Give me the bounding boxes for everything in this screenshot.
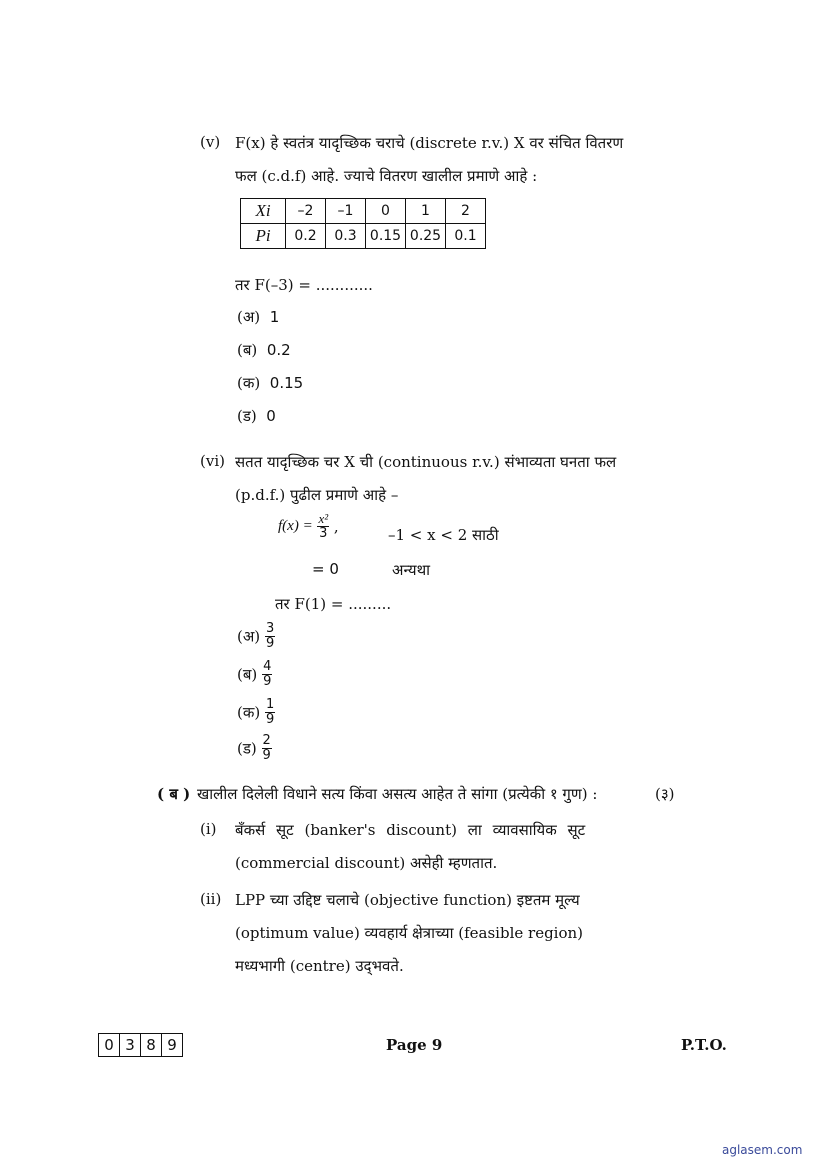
page-number: Page 9 xyxy=(386,1036,443,1054)
code-digit: 9 xyxy=(162,1034,183,1057)
fraction-denominator: 3 xyxy=(319,526,328,541)
table-cell: 1 xyxy=(406,199,446,224)
fraction-numerator: 3 xyxy=(265,621,275,636)
fraction-numerator: x² xyxy=(318,511,329,526)
option xyxy=(237,373,303,393)
statement-line: (commercial discount) असेही म्हणतात. xyxy=(235,854,498,872)
table-cell: 0.2 xyxy=(286,224,326,249)
option-value: 0.15 xyxy=(269,374,304,392)
option xyxy=(237,340,291,360)
option-label: (क) xyxy=(237,374,261,392)
option-label: (ब) xyxy=(237,665,258,684)
section-b-label: ( ब ) xyxy=(157,785,191,803)
option-fraction xyxy=(262,734,272,763)
table-cell: –1 xyxy=(326,199,366,224)
option xyxy=(237,698,275,727)
q5-text-line1: F(x) हे स्वतंत्र यादृच्छिक चराचे (discrete r.v.) X वर संचित वितरण xyxy=(235,134,624,152)
option-value: 1 xyxy=(269,308,280,326)
table-row-head: Pi xyxy=(241,224,286,249)
option-fraction xyxy=(265,698,275,727)
fraction-numerator: 1 xyxy=(266,697,275,712)
formula-zero-condition: अन्यथा xyxy=(392,561,431,579)
option-label: (अ) xyxy=(237,627,261,646)
fraction-denominator: 9 xyxy=(265,636,275,651)
paper-code-box xyxy=(98,1033,183,1057)
option-label: (ड) xyxy=(237,407,257,425)
option-fraction xyxy=(265,622,275,651)
q5-question: तर F(–3) = ............ xyxy=(235,276,373,294)
fraction-denominator: 9 xyxy=(263,674,272,689)
option xyxy=(237,307,279,327)
table-row-head: Xi xyxy=(241,199,286,224)
fraction-denominator: 9 xyxy=(266,712,275,727)
q6-question: तर F(1) = ......... xyxy=(275,595,392,613)
formula-fraction xyxy=(317,512,329,541)
option xyxy=(237,622,275,651)
table-cell: 0.25 xyxy=(406,224,446,249)
table-row xyxy=(241,199,486,224)
option-fraction xyxy=(262,660,272,689)
statement-line: मध्यभागी (centre) उद्‌भवते. xyxy=(235,957,404,975)
option xyxy=(237,406,276,426)
code-digit: 0 xyxy=(99,1034,120,1057)
table-cell: –2 xyxy=(286,199,326,224)
q5-number: (v) xyxy=(200,133,221,151)
pto-label: P.T.O. xyxy=(681,1036,727,1054)
code-digit: 3 xyxy=(120,1034,141,1057)
pdf-formula: f(x) = $\frac{\text{x²}}{3}$ , xyxy=(278,511,339,541)
section-b-instruction: खालील दिलेली विधाने सत्य किंवा असत्य आहेत ते सांगा (प्रत्येकी १ गुण) : xyxy=(197,785,598,803)
q5-text-line2: फल (c.d.f) आहे. ज्याचे वितरण खालील प्रमाणे आहे : xyxy=(235,167,538,185)
fraction-numerator: 4 xyxy=(263,659,272,674)
option-value: 0.2 xyxy=(266,341,291,359)
formula-lhs: f(x) = xyxy=(278,518,313,534)
formula-condition: –1 < x < 2 साठी xyxy=(388,526,499,544)
option xyxy=(237,734,272,763)
statement-number: (ii) xyxy=(200,890,222,908)
option-label: (अ) xyxy=(237,308,261,326)
q6-text-line1: सतत यादृच्छिक चर X ची (continuous r.v.) संभाव्यता घनता फल xyxy=(235,453,617,471)
fraction-numerator: 2 xyxy=(262,733,271,748)
q6-number: (vi) xyxy=(200,452,225,470)
statement-line: बँकर्स सूट (banker's discount) ला व्यावसायिक सूट xyxy=(235,821,586,839)
statement-line: (optimum value) व्यवहार्य क्षेत्राच्या (feasible region) xyxy=(235,924,584,942)
table-row xyxy=(241,224,486,249)
statement-number: (i) xyxy=(200,820,217,838)
q6-text-line2: (p.d.f.) पुढील प्रमाणे आहे – xyxy=(235,486,399,504)
table-cell: 2 xyxy=(446,199,486,224)
option-value: 0 xyxy=(266,407,276,425)
code-digit: 8 xyxy=(141,1034,162,1057)
table-cell: 0.15 xyxy=(366,224,406,249)
section-b-marks: (३) xyxy=(655,785,675,803)
table-cell: 0.3 xyxy=(326,224,366,249)
formula-zero: = 0 xyxy=(312,560,339,578)
option-label: (ब) xyxy=(237,341,258,359)
fraction-denominator: 9 xyxy=(262,748,271,763)
watermark: aglasem.com xyxy=(722,1143,803,1157)
option xyxy=(237,660,272,689)
table-cell: 0 xyxy=(366,199,406,224)
statement-line: LPP च्या उद्दिष्ट चलाचे (objective function) इष्टतम मूल्य xyxy=(235,891,580,909)
distribution-table xyxy=(240,198,486,249)
option-label: (क) xyxy=(237,703,261,722)
table-cell: 0.1 xyxy=(446,224,486,249)
option-label: (ड) xyxy=(237,739,257,758)
